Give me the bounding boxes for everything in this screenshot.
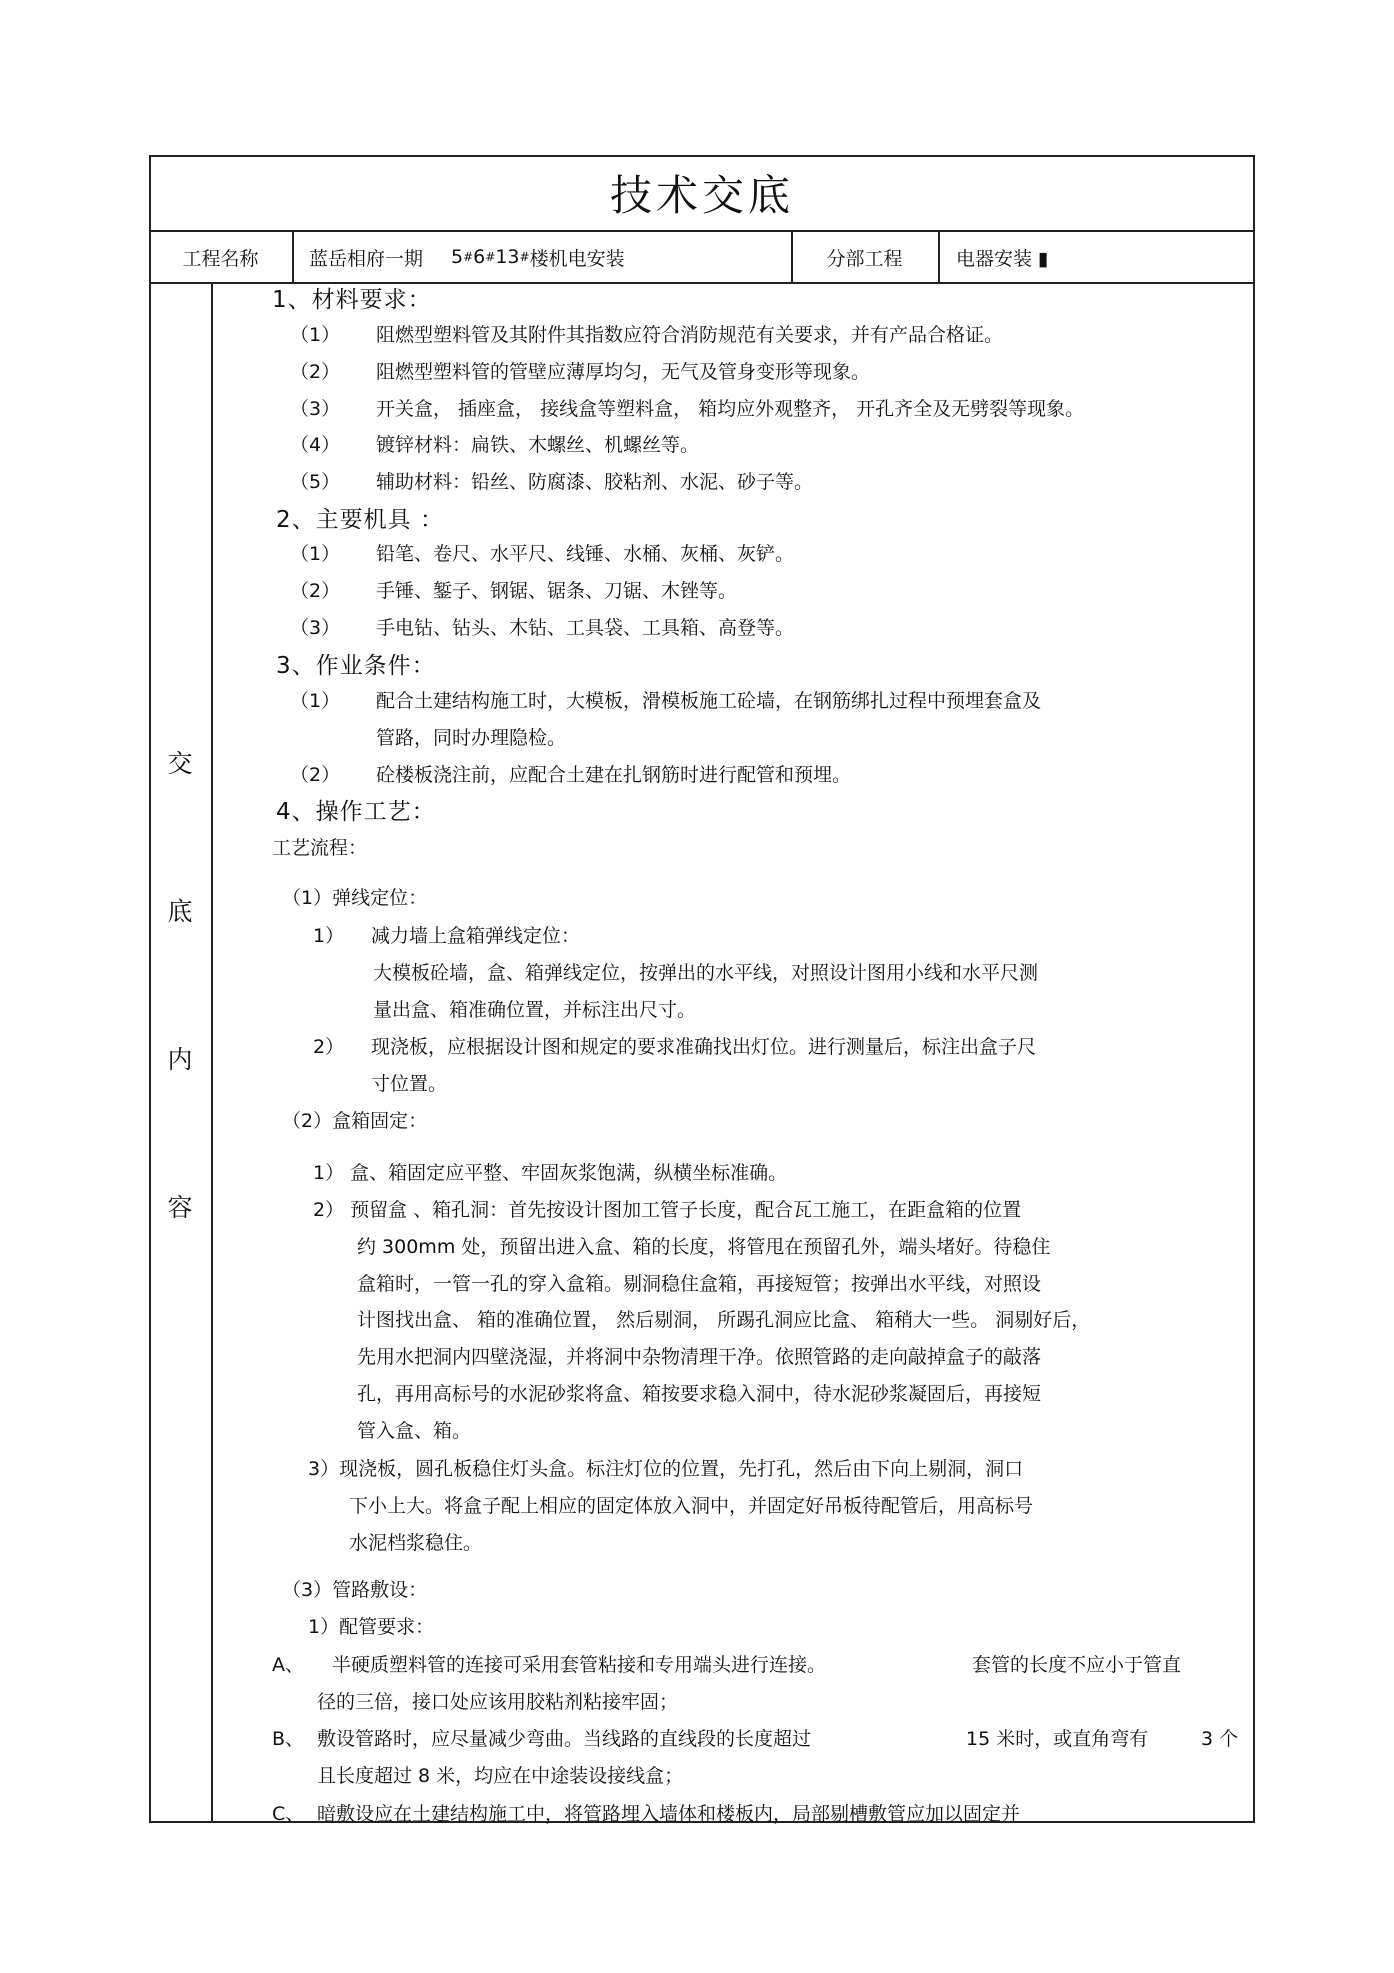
- project-name-c: 6: [473, 246, 486, 268]
- item-1-1-text: 阻燃型塑料管及其附件其指数应符合消防规范有关要求，并有产品合格证。: [376, 324, 1004, 346]
- item-1-4-text: 镀锌材料：扁铁、木螺丝、机螺丝等。: [376, 434, 700, 456]
- document-title: 技术交底: [609, 171, 794, 220]
- item-1-3-text: 开关盒， 插座盒， 接线盒等塑料盒， 箱均应外观整齐， 开孔齐全及无劈裂等现象。: [376, 398, 1085, 420]
- step-1-1-number: 1）: [313, 925, 345, 947]
- item-2-3-number: （3）: [290, 617, 341, 639]
- item-c-text-a: 暗敷设应在土建结构施工中，将管路埋入墙体和楼板内，局部剔槽敷管应加以固定并: [317, 1803, 1021, 1825]
- item-b-text-a2: 15 米时，或直角弯有: [966, 1728, 1149, 1750]
- step-1-1-text-b: 量出盒、箱准确位置，并标注出尺寸。: [373, 999, 697, 1021]
- section-label: 分部工程: [826, 247, 903, 270]
- step-1-1-title: 减力墙上盒箱弹线定位：: [371, 925, 581, 947]
- item-a-text-b: 径的三倍，接口处应该用胶粘剂粘接牢固；: [317, 1691, 679, 1713]
- item-a-text-a2: 套管的长度不应小于管直: [972, 1654, 1182, 1676]
- item-1-4-number: （4）: [290, 434, 341, 456]
- project-name-a: 蓝岳相府一期: [309, 247, 424, 270]
- section-4-heading: 4、操作工艺：: [276, 799, 436, 825]
- step-2-3-text-a: 3）现浇板，圆孔板稳住灯头盒。标注灯位的位置，先打孔，然后由下向上剔洞，洞口: [308, 1458, 1024, 1480]
- step-1-1-text-a: 大模板砼墙，盒、箱弹线定位，按弹出的水平线，对照设计图用小线和水平尺测: [373, 962, 1039, 984]
- item-b-label: B、: [272, 1728, 305, 1750]
- header-col-divider-3: [938, 230, 940, 283]
- step-2-2-text-f: 孔，再用高标号的水泥砂浆将盒、箱按要求稳入洞中，待水泥砂浆凝固后，再接短: [357, 1383, 1042, 1405]
- side-char-3: 内: [167, 1045, 193, 1074]
- item-3-2-text: 砼楼板浇注前，应配合土建在扎钢筋时进行配管和预埋。: [376, 764, 852, 786]
- item-2-3-text: 手电钻、钻头、木钻、工具袋、工具箱、高登等。: [376, 617, 795, 639]
- header-col-divider-1: [292, 230, 294, 283]
- section-2-heading: 2、主要机具 ：: [276, 507, 444, 533]
- project-name-sup3: #: [519, 250, 530, 264]
- step-2-2-text-e: 先用水把洞内四壁浇湿，并将洞中杂物清理干净。依照管路的走向敲掉盒子的敲落: [357, 1346, 1042, 1368]
- item-1-5-number: （5）: [290, 471, 341, 493]
- step-3-heading: （3）管路敷设：: [282, 1579, 428, 1601]
- item-b-text-a: 敷设管路时，应尽量减少弯曲。当线路的直线段的长度超过: [317, 1728, 812, 1750]
- step-3-1-title: 1）配管要求：: [308, 1616, 435, 1638]
- side-char-2: 底: [167, 897, 193, 926]
- process-flow-label: 工艺流程：: [272, 837, 368, 859]
- project-label: 工程名称: [182, 247, 259, 270]
- item-3-1-number: （1）: [290, 690, 341, 712]
- section-value: 电器安装 ▮: [956, 247, 1049, 270]
- item-3-2-number: （2）: [290, 764, 341, 786]
- step-2-2-text-c: 盒箱时，一管一孔的穿入盒箱。剔洞稳住盒箱，再接短管；按弹出水平线，对照设: [357, 1273, 1042, 1295]
- step-1-2-number: 2）: [313, 1036, 345, 1058]
- item-1-3-number: （3）: [290, 398, 341, 420]
- item-a-text-a: 半硬质塑料管的连接可采用套管粘接和专用端头进行连接。: [332, 1654, 827, 1676]
- item-b-text-a3: 3 个: [1201, 1728, 1239, 1750]
- item-b-text-b: 且长度超过 8 米，均应在中途装设接线盒；: [317, 1765, 684, 1787]
- section-1-heading: 1、材料要求：: [272, 287, 432, 313]
- side-col-divider: [211, 282, 213, 1823]
- item-c-label: C、: [272, 1803, 305, 1825]
- step-2-2-text-d: 计图找出盒、 箱的准确位置， 然后剔洞， 所踢孔洞应比盒、 箱稍大一些。 洞剔好后，: [357, 1309, 1091, 1331]
- item-2-1-number: （1）: [290, 543, 341, 565]
- step-2-2-text-a: 2） 预留盒 、箱孔洞：首先按设计图加工管子长度，配合瓦工施工，在距盒箱的位置: [313, 1199, 1022, 1221]
- project-name-sup2: #: [485, 250, 496, 264]
- item-2-2-text: 手锤、錾子、钢锯、锯条、刀锯、木锉等。: [376, 580, 738, 602]
- step-2-2-text-b: 约 300mm 处，预留出进入盒、箱的长度，将管甩在预留孔外，端头堵好。待稳住: [357, 1236, 1051, 1258]
- item-1-5-text: 辅助材料：铅丝、防腐漆、胶粘剂、水泥、砂子等。: [376, 471, 814, 493]
- item-1-2-text: 阻燃型塑料管的管壁应薄厚均匀，无气及管身变形等现象。: [376, 361, 871, 383]
- project-name-b: 5: [451, 246, 464, 268]
- step-2-2-text-g: 管入盒、箱。: [357, 1420, 472, 1442]
- side-char-1: 交: [167, 749, 193, 778]
- project-name-sup1: #: [463, 250, 474, 264]
- step-2-heading: （2）盒箱固定：: [282, 1110, 428, 1132]
- section-3-heading: 3、作业条件：: [276, 653, 436, 679]
- project-name-e: 楼机电安装: [529, 247, 625, 270]
- item-3-1-text-b: 管路，同时办理隐检。: [376, 727, 567, 749]
- step-2-3-text-c: 水泥档浆稳住。: [349, 1532, 483, 1554]
- project-name-d: 13: [495, 246, 520, 268]
- step-1-2-text-b: 寸位置。: [371, 1073, 448, 1095]
- project-name: [309, 231, 779, 283]
- item-1-2-number: （2）: [290, 361, 341, 383]
- item-3-1-text-a: 配合土建结构施工时，大模板，滑模板施工砼墙，在钢筋绑扎过程中预埋套盒及: [376, 690, 1042, 712]
- side-char-4: 容: [167, 1193, 193, 1222]
- step-1-2-text-a: 现浇板，应根据设计图和规定的要求准确找出灯位。进行测量后，标注出盒子尺: [371, 1036, 1037, 1058]
- item-1-1-number: （1）: [290, 324, 341, 346]
- item-2-1-text: 铅笔、卷尺、水平尺、线锤、水桶、灰桶、灰铲。: [376, 543, 795, 565]
- item-a-label: A、: [272, 1654, 304, 1676]
- step-2-3-text-b: 下小上大。将盒子配上相应的固定体放入洞中，并固定好吊板待配管后，用高标号: [349, 1495, 1034, 1517]
- item-2-2-number: （2）: [290, 580, 341, 602]
- step-1-heading: （1）弹线定位：: [282, 887, 428, 909]
- step-2-1-text: 1） 盒、箱固定应平整、牢固灰浆饱满，纵横坐标准确。: [313, 1162, 788, 1184]
